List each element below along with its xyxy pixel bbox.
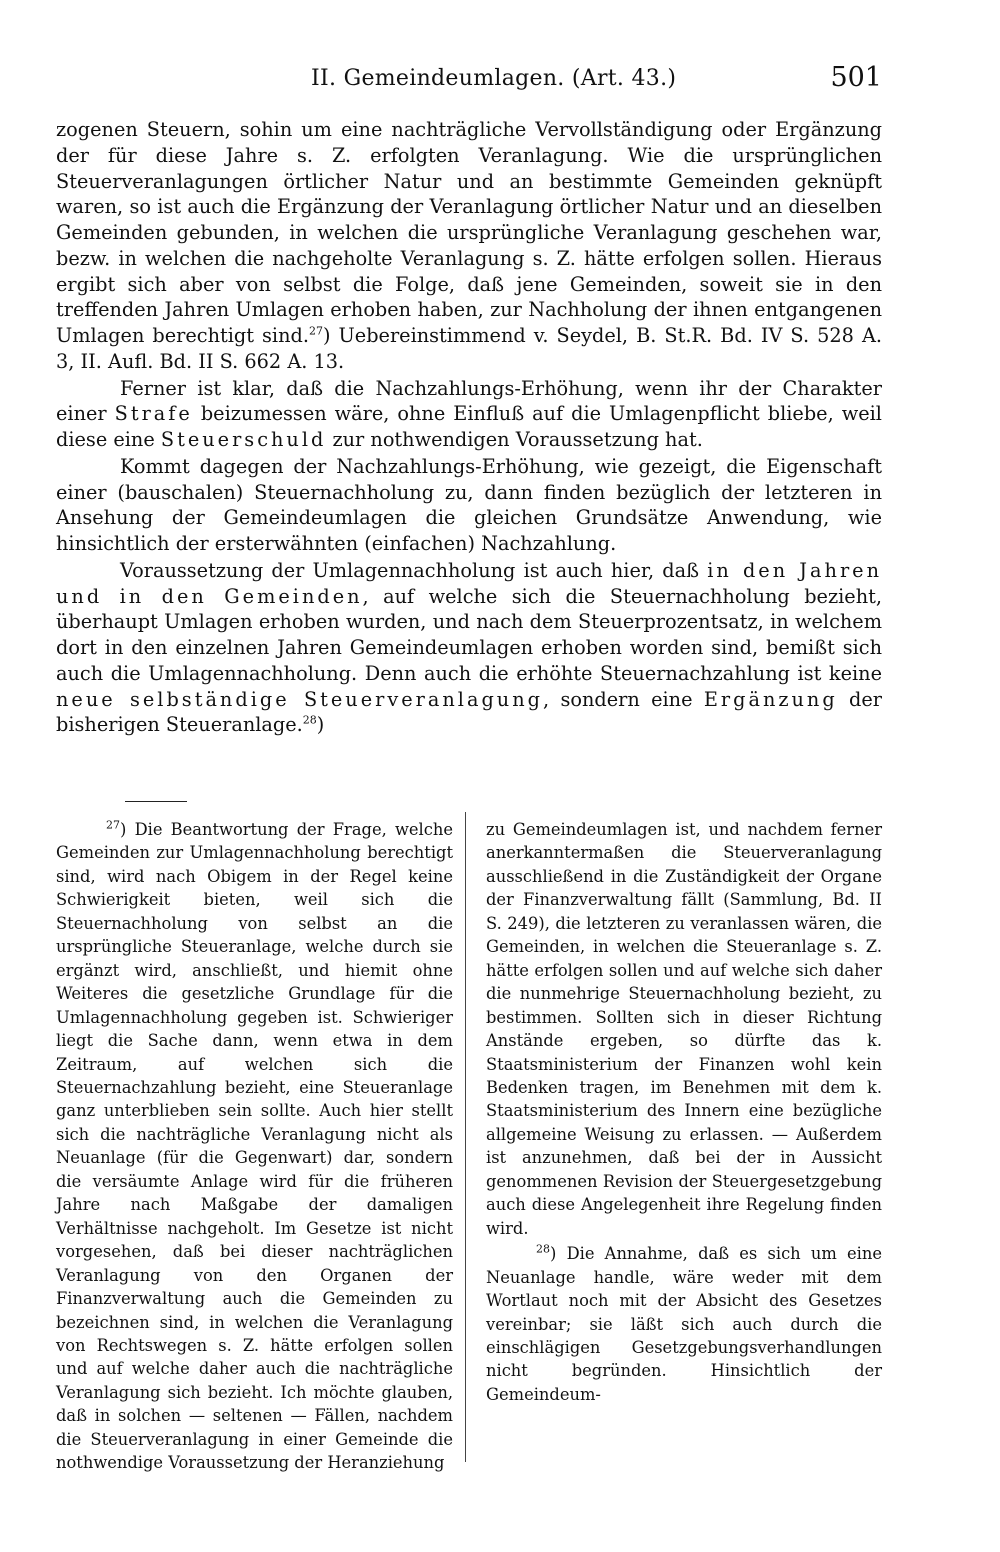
spaced-phrase-neue-veranlagung: neue selbständige Steuerveranlagung [56, 687, 543, 711]
paragraph-3-text: Kommt dagegen der Nachzahlungs-Erhöhung, wie gezeigt, die Eigenschaft einer (bauschalen) Steuernachholung zu, dann finden bezüglich der letzteren in Ansehung der Gemeindeumlagen die gleichen Grundsätze Anwendung, wie hinsichtlich der ersterwähnten (einfachen) Nachzahlung. [56, 454, 882, 555]
paragraph-2-text-a: Ferner ist klar, daß die Nachzahlungs-Erhöhung, wenn ihr der Charakter einer [56, 376, 882, 426]
spaced-word-strafe: Strafe [114, 402, 193, 426]
footnote-28-text: ) Die Annahme, daß es sich um eine Neuanlage handle, wäre weder mit dem Wortlaut noch mit der Absicht des Gesetzes vereinbar; sie läßt sich auch durch die einschlägigen Gesetzgebungsverhandlungen nicht begründen. Hinsichtlich der Gemeindeum- [486, 1244, 882, 1404]
paragraph-2-text-b: beizumessen wäre, ohne Einfluß auf die Umlagenpflicht bliebe, weil diese eine [56, 402, 882, 451]
paragraph-4 [56, 558, 882, 738]
spaced-word-steuerschuld: Steuerschuld [160, 428, 327, 451]
footnote-28 [486, 1242, 882, 1406]
main-text [56, 117, 882, 738]
paragraph-2-text-c: zur nothwendigen Voraussetzung hat. [326, 428, 703, 451]
footnotes-left-column [56, 818, 453, 1475]
paragraph-4-text-a: Voraussetzung der Umlagennachholung ist auch hier, daß [120, 558, 708, 582]
footnote-27 [56, 818, 453, 1475]
spaced-word-ergaenzung: Ergänzung [703, 687, 838, 711]
spaced-phrase-jahren-gemeinden: in den Jahren und in den Gemeinden [56, 558, 883, 608]
page-header [56, 62, 882, 98]
running-title: II. Gemeindeumlagen. (Art. 43.) [311, 66, 677, 91]
column-divider [465, 812, 466, 1462]
paragraph-1-tail: ) Uebereinstimmend v. Seydel, B. St.R. Bd. IV S. 528 A. 3, II. Aufl. Bd. II S. 662 A. 13. [56, 324, 882, 373]
paragraph-1 [56, 117, 882, 375]
paragraph-4-tail: ) [316, 713, 325, 737]
paragraph-4-text-c: , sondern eine [542, 687, 704, 711]
page-number: 501 [830, 62, 882, 93]
footnote-27-text: ) Die Beantwortung der Frage, welche Gemeinden zur Umlagennachholung berechtigt sind, wird nach Obigem in der Regel keine Schwierigkeit bieten, weil sich die Steuernachholung von selbst an die ursprüngliche Steueranlage, welche durch sie ergänzt wird, anschließt, und hiemit ohne Weiteres die gesetzliche Grundlage für die Umlagennachholung gegeben ist. Schwieriger liegt die Sache dann, wenn etwa in dem Zeitraum, auf welchen sich die Steuernachzahlung bezieht, eine Steueranlage ganz unterblieben sein sollte. Auch hier stellt sich die nachträgliche Veranlagung nicht als Neuanlage (für die Gegenwart) dar, sondern die versäumte Anlage wird für die früheren Jahre nach Maßgabe der damaligen Verhältnisse nachgeholt. Im Gesetze ist nicht vorgesehen, daß bei dieser nachträglichen Veranlagung von den Organen der Finanzverwaltung auch die Gemeinden zu bezeichnen sind, in welchen die Veranlagung von Rechtswegen s. Z. hätte erfolgen sollen und auf welche daher auch die nachträgliche Veranlagung sich bezieht. Ich möchte glauben, daß in solchen — seltenen — Fällen, nachdem die Steuerveranlagung in einer Gemeinde die nothwendige Voraussetzung der Heranziehung [56, 820, 453, 1473]
paragraph-2 [56, 376, 882, 453]
note-ref-27: 27 [308, 324, 323, 338]
footnote-27-continued: zu Gemeindeumlagen ist, und nachdem ferner anerkanntermaßen die Steuerveranlagung ausschließend in die Zuständigkeit der Organe der Finanzverwaltung fällt (Sammlung, Bd. II S. 249), die letzteren zu veranlassen wären, die Gemeinden, in welchen die Steueranlage s. Z. hätte erfolgen sollen und auf welche sich daher die nunmehrige Steuernachholung bezieht, zu bestimmen. Sollten sich in dieser Richtung Anstände ergeben, so dürfte das k. Staatsministerium der Finanzen wohl kein Bedenken tragen, im Benehmen mit dem k. Staatsministerium des Innern eine bezügliche allgemeine Weisung zu erlassen. — Außerdem ist anzunehmen, daß bei der in Aussicht genommenen Revision der Steuergesetzgebung auch diese Angelegenheit ihre Regelung finden wird. [486, 820, 882, 1238]
paragraph-4-text-d: der bisherigen Steueranlage. [56, 687, 882, 737]
paragraph-3 [56, 454, 882, 557]
note-ref-28: 28 [302, 713, 317, 727]
footnote-28-mark: 28 [536, 1242, 550, 1256]
footnotes-right-column [486, 818, 882, 1406]
footnote-separator [125, 801, 187, 802]
paragraph-1-text: zogenen Steuern, sohin um eine nachträgliche Vervollständigung oder Ergänzung der für diese Jahre s. Z. erfolgten Veranlagung. Wie die ursprünglichen Steuerveranlagungen örtlicher Natur und an bestimmte Gemeinden geknüpft waren, so ist auch die Ergänzung der Veranlagung örtlicher Natur und an dieselben Gemeinden gebunden, in welchen die ursprüngliche Veranlagung geschehen war, bezw. in welchen die nachgeholte Veranlagung s. Z. hätte erfolgen sollen. Hieraus ergibt sich aber von selbst die Folge, daß jene Gemeinden, soweit sie in den treffenden Jahren Umlagen erhoben haben, zur Nachholung der ihnen entgangenen Umlagen berechtigt sind. [56, 118, 882, 347]
paragraph-4-text-b: , auf welche sich die Steuernachholung bezieht, überhaupt Umlagen erhoben wurden, und nach dem Steuerprozentsatz, in welchem dort in den einzelnen Jahren Gemeindeumlagen erhoben worden sind, bemißt sich auch die Umlagennachholung. Denn auch die erhöhte Steuernachzahlung ist keine [56, 584, 882, 685]
footnote-27-mark: 27 [106, 818, 120, 832]
